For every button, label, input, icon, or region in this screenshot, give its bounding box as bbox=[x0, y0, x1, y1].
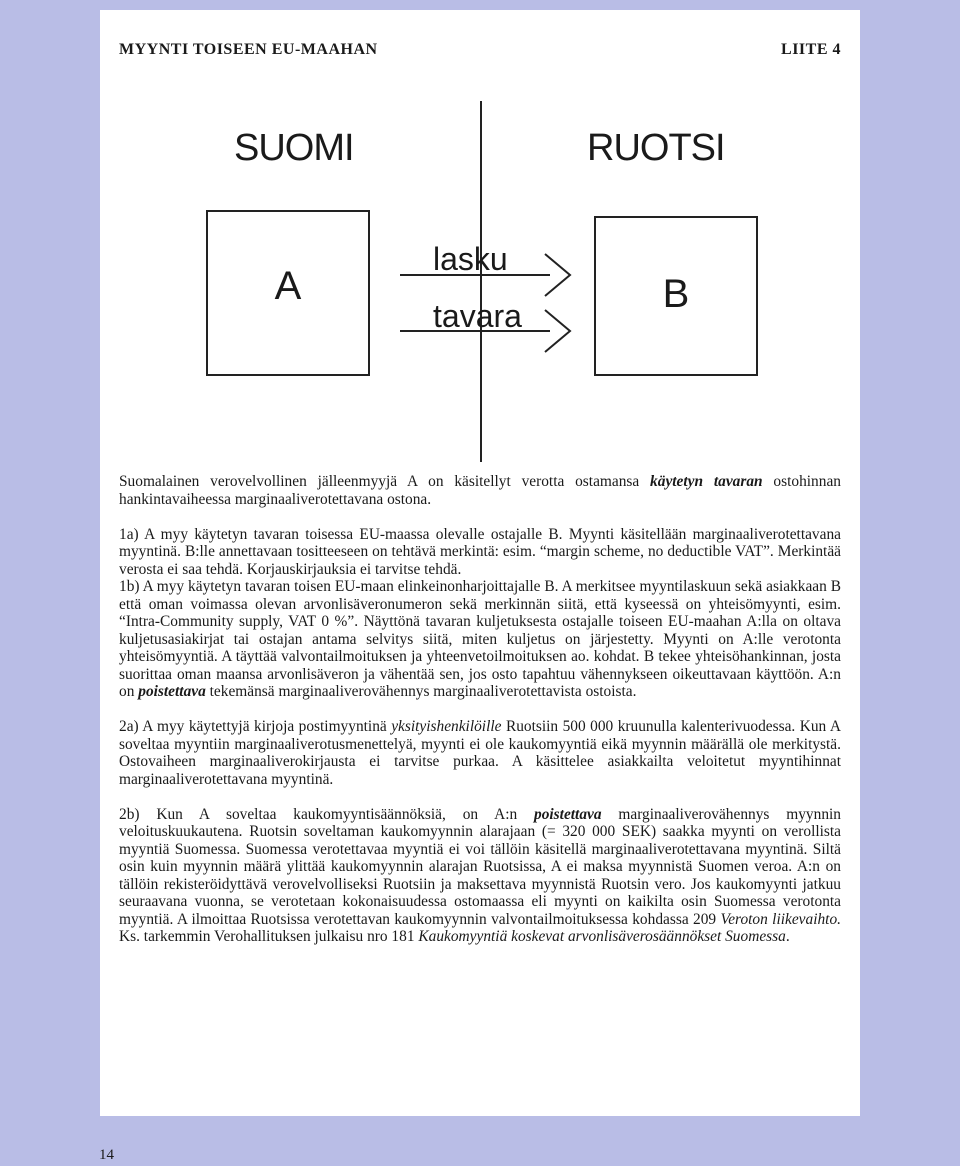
document-page bbox=[100, 10, 860, 1116]
left-country-label: SUOMI bbox=[234, 127, 354, 169]
intro-paragraph: Suomalainen verovelvollinen jälleenmyyjä A on käsitellyt verotta ostamansa käytetyn tavaran ostohinnan hankintavaiheessa marginaaliverotettavana ostona. bbox=[119, 473, 841, 508]
footer-bar bbox=[0, 1116, 960, 1166]
buyer-label: B bbox=[662, 272, 690, 316]
paragraph-1b-emphasis: poistettava bbox=[138, 683, 206, 700]
page-number: 14 bbox=[99, 1147, 114, 1163]
buyer-box bbox=[594, 216, 758, 376]
paragraph-1a: 1a) A myy käytetyn tavaran toisessa EU-maassa olevalle ostajalle B. Myynti käsitellään marginaaliverotettavana myyntinä. B:lle annettavaan tositteeseen on tehtävä merkintä: esim. “margin scheme, no deductible VAT”. Merkintää verosta ei saa tehdä. Korjauskirjauksia ei tarvitse tehdä. bbox=[119, 525, 841, 578]
invoice-label: lasku bbox=[433, 241, 508, 277]
paragraph-2b-emphasis: poistettava bbox=[534, 805, 602, 823]
paragraph-2a: 2a) A myy käytettyjä kirjoja postimyyntinä yksityishenkilöille Ruotsiin 500 000 kruunulla kalenterivuodessa. Kun A soveltaa myyntiin marginaaliverotusmenettelyä, myynti ei ole kaukomyyntiä eikä myynnin määrällä ole merkitystä. Ostovaiheen marginaaliverokirjausta ei tarvitse purkaa. A käsittelee asiakkailta veloitetut myyntihinnat marginaaliverotettavana myyntinä. bbox=[119, 718, 841, 788]
header-title: MYYNTI TOISEEN EU-MAAHAN bbox=[119, 41, 378, 58]
paragraph-2b-emphasis-2: Veroton liikevaihto. bbox=[720, 910, 841, 928]
publication-title: Kaukomyyntiä koskevat arvonlisäverosäännökset Suomessa bbox=[418, 928, 786, 945]
paragraph-1b: 1b) A myy käytetyn tavaran toisen EU-maan elinkeinonharjoittajalle B. A merkitsee myyntilaskuun sekä asiakkaan B että oman voimassa olevan arvonlisäveronumeron sekä merkinnän siitä, että kyseessä on yhteisömyynti, esim. “Intra-Community supply, VAT 0 %”. Näyttönä tavaran kuljetuksesta ostajalle toiseen EU-maahan A:lla on oltava kuljetusasiakirjat tai ostajan antama selvitys siitä, miten kuljetus on järjestetty. Myynti on A:lle verotonta yhteisömyyntiä. A täyttää valvontailmoituksen ja yhteenvetoilmoituksen ao. kohdat. B tekee yhteisöhankinnan, josta suorittaa oman maansa arvonlisäveron ja vähentää sen, jos osto tapahtuu vähennykseen oikeuttavaan käyttöön. A:n on poistettava tekemänsä marginaaliverovähennys marginaaliverotettavista ostoista. bbox=[119, 578, 841, 700]
seller-label: A bbox=[274, 264, 302, 308]
paragraph-2b: 2b) Kun A soveltaa kaukomyyntisäännöksiä, on A:n poistettava marginaaliverovähennys myynnin veloituskuukautena. Ruotsin soveltaman kaukomyynnin alarajaan (= 320 000 SEK) saakka myynti on verollista myyntiä Suomessa. Suomessa verotettavaa myyntiä ei voi tällöin käsitellä marginaaliverotettavana myyntinä. Siltä osin kuin myynnin määrä ylittää kaukomyynnin alarajan Ruotsissa, A ei maksa myynnistä Suomen veroa. A:n on tällöin rekisteröidyttävä verovelvolliseksi Ruotsiin ja maksettava myynnistä Ruotsin vero. Jos kaukomyynti jatkuu seuraavana vuonna, se verotetaan kokonaisuudessa ostomaassa eli myynti on kaikilta osin Suomessa verotonta myyntiä. A ilmoittaa Ruotsissa verotettavan kaukomyynnin valvontailmoituksessa kohdassa 209 Veroton liikevaihto. Ks. tarkemmin Verohallituksen julkaisu nro 181 Kaukomyyntiä koskevat arvonlisäverosäännökset Suomessa. bbox=[119, 805, 841, 945]
header-appendix: LIITE 4 bbox=[781, 41, 841, 58]
goods-label: tavara bbox=[433, 298, 522, 334]
paragraph-2a-emphasis: yksityishenkilöille bbox=[391, 718, 502, 735]
body-text bbox=[119, 473, 841, 963]
intro-emphasis: käytetyn tavaran bbox=[650, 473, 763, 490]
right-country-label: RUOTSI bbox=[587, 127, 725, 169]
seller-box bbox=[206, 210, 370, 376]
